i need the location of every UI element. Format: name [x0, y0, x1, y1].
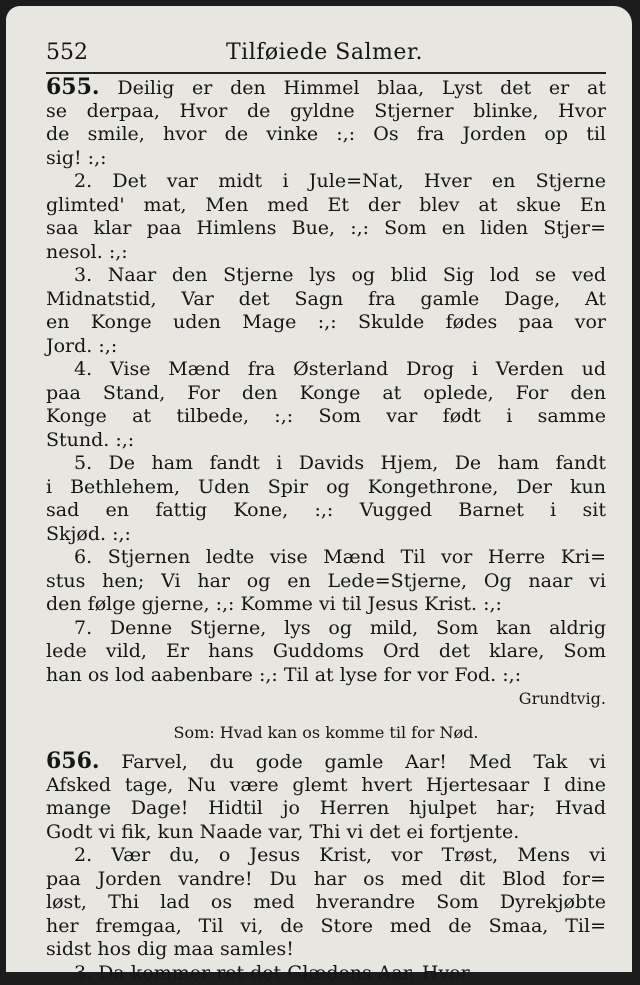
verse-line	[46, 523, 606, 547]
verse-text: sig! :,:	[46, 147, 107, 169]
verse-line	[46, 241, 606, 265]
verse-text: sidst hos dig maa samles!	[46, 938, 294, 960]
verse-line	[46, 76, 606, 100]
verse-text: sad en fattig Kone, :,: Vugged Barnet i sit	[46, 499, 606, 521]
verse-text: her fremgaa, Til vi, de Store med de Smaa, Til=	[46, 915, 606, 937]
verse-line	[46, 147, 606, 171]
verse-line	[46, 821, 606, 845]
verse-text: 3. Naar den Stjerne lys og blid Sig lod se ved	[74, 264, 606, 286]
verse-text: den følge gjerne, :,: Komme vi til Jesus Krist. :,:	[46, 593, 502, 615]
melody-note: Som: Hvad kan os komme til for Nød.	[46, 721, 606, 745]
verse-line	[46, 100, 606, 124]
verse-line	[46, 170, 606, 194]
verse-text: Konge at tilbede, :,: Som var født i samme	[46, 405, 606, 427]
verse-line	[46, 797, 606, 821]
verse-text: Skjød. :,:	[46, 523, 131, 545]
page-title: Tilføiede Salmer.	[226, 40, 423, 65]
verse-line	[46, 288, 606, 312]
verse-line	[46, 664, 606, 688]
hymn-number: 655.	[46, 74, 100, 100]
book-page	[6, 6, 632, 972]
verse-line	[46, 844, 606, 868]
verse-text: 2. Det var midt i Jule=Nat, Hver en Stjerne	[74, 170, 606, 192]
verse-text: 3. Da kommer ret det Glædens Aar, Hvor	[74, 962, 470, 984]
verse-line	[46, 476, 606, 500]
verse-text: 7. Denne Stjerne, lys og mild, Som kan aldrig	[74, 617, 606, 639]
verse-text: Afsked tage, Nu være glemt hvert Hjertesaar I dine	[46, 774, 606, 796]
verse-text: Stund. :,:	[46, 429, 134, 451]
verse-line	[46, 358, 606, 382]
verse-line	[46, 891, 606, 915]
hymn-author: Grundtvig.	[46, 687, 606, 711]
verse-text: mange Dage! Hidtil jo Herren hjulpet har; Hvad	[46, 797, 606, 819]
verse-line	[46, 335, 606, 359]
verse-line	[46, 868, 606, 892]
verse-line	[46, 593, 606, 617]
verse-line	[46, 750, 606, 774]
verse-line	[46, 499, 606, 523]
verse-line	[46, 123, 606, 147]
hymn-number: 656.	[46, 748, 100, 774]
verse-text: løst, Thi lad os med hverandre Som Dyrekjøbte	[46, 891, 606, 913]
page-body	[46, 76, 606, 985]
verse-line	[46, 452, 606, 476]
verse-text: en Konge uden Mage :,: Skulde fødes paa vor	[46, 311, 606, 333]
verse-line	[46, 546, 606, 570]
verse-line	[46, 570, 606, 594]
verse-text: paa Jorden vandre! Du har os med dit Blod for=	[46, 868, 606, 890]
verse-text: i Bethlehem, Uden Spir og Kongethrone, Der kun	[46, 476, 606, 498]
verse-text: saa klar paa Himlens Bue, :,: Som en liden Stjer=	[46, 217, 606, 239]
verse-text: nesol. :,:	[46, 241, 128, 263]
verse-text: 6. Stjernen ledte vise Mænd Til vor Herre Kri=	[74, 546, 606, 568]
verse-text: glimted' mat, Men med Et der blev at skue En	[46, 194, 606, 216]
verse-text: Deilig er den Himmel blaa, Lyst det er at	[117, 77, 606, 99]
verse-text: Godt vi fik, kun Naade var, Thi vi det ei fortjente.	[46, 821, 519, 843]
verse-line	[46, 194, 606, 218]
verse-text: stus hen; Vi har og en Lede=Stjerne, Og naar vi	[46, 570, 606, 592]
verse-line	[46, 915, 606, 939]
verse-text: 2. Vær du, o Jesus Krist, vor Trøst, Mens vi	[74, 844, 606, 866]
verse-line	[46, 938, 606, 962]
verse-text: Farvel, du gode gamle Aar! Med Tak vi	[121, 751, 606, 773]
verse-text: se derpaa, Hvor de gyldne Stjerner blinke, Hvor	[46, 100, 606, 122]
verse-text: lede vild, Er hans Guddoms Ord det klare, Som	[46, 640, 606, 662]
verse-line	[46, 405, 606, 429]
verse-text: de smile, hvor de vinke :,: Os fra Jorden op til	[46, 123, 606, 145]
verse-line	[46, 264, 606, 288]
verse-text: 5. De ham fandt i Davids Hjem, De ham fandt	[74, 452, 606, 474]
header-rule	[46, 72, 606, 74]
verse-text: han os lod aabenbare :,: Til at lyse for vor Fod. :,:	[46, 664, 521, 686]
verse-text: paa Stand, For den Konge at oplede, For den	[46, 382, 606, 404]
verse-line	[46, 617, 606, 641]
verse-line	[46, 429, 606, 453]
hymn-656	[46, 750, 606, 985]
verse-text: Jord. :,:	[46, 335, 117, 357]
verse-line	[46, 382, 606, 406]
hymn-655	[46, 76, 606, 687]
verse-text: 4. Vise Mænd fra Østerland Drog i Verden ud	[74, 358, 606, 380]
verse-line	[46, 311, 606, 335]
page-header	[46, 40, 606, 70]
verse-text: Midnatstid, Var det Sagn fra gamle Dage, At	[46, 288, 606, 310]
verse-line	[46, 774, 606, 798]
page-number: 552	[46, 40, 88, 65]
verse-line	[46, 962, 606, 985]
verse-line	[46, 217, 606, 241]
verse-line	[46, 640, 606, 664]
